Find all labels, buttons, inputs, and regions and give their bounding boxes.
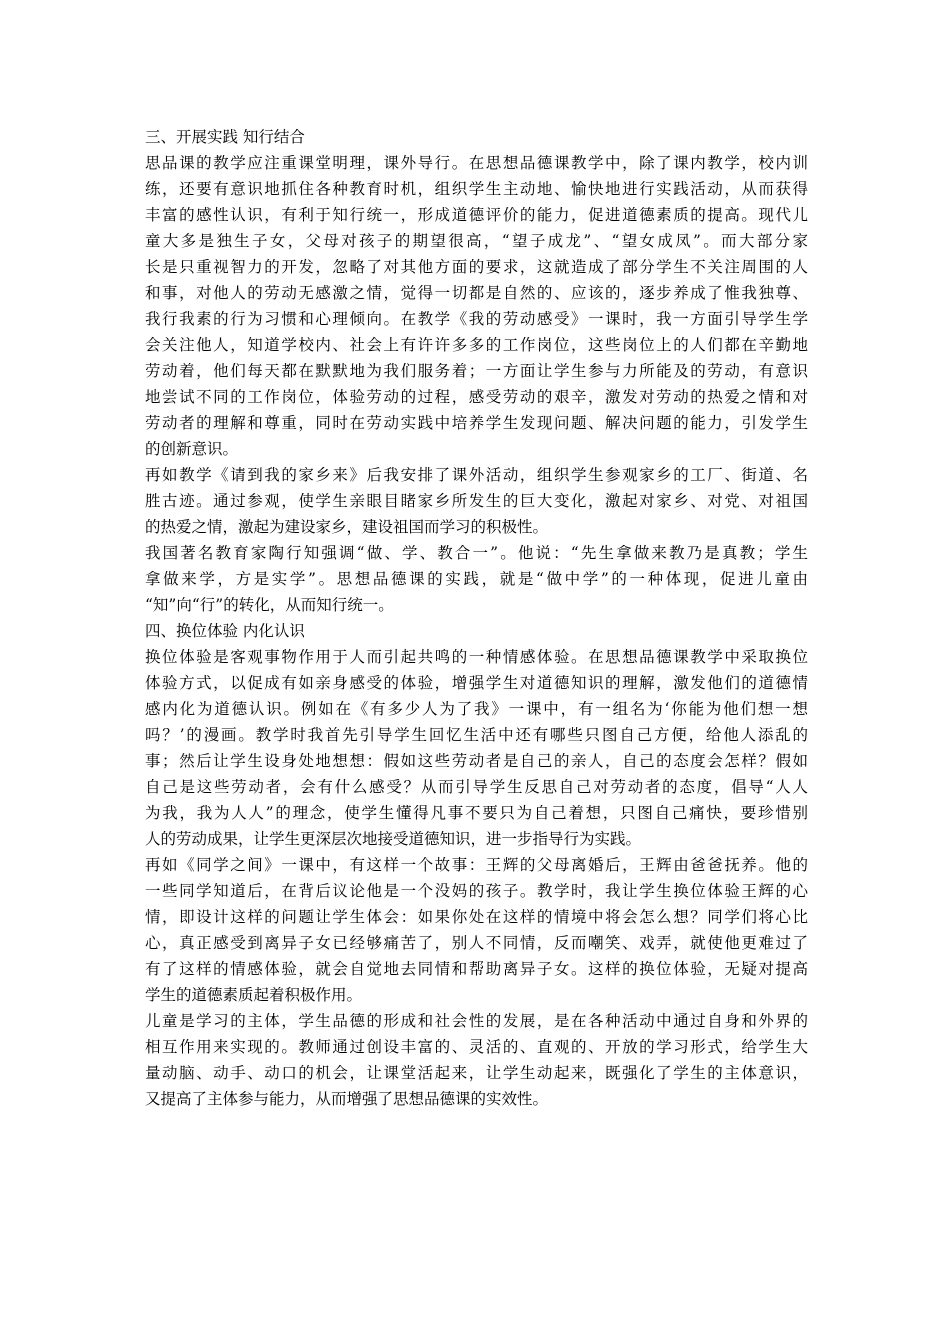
text-line: 四、换位体验 内化认识 (145, 622, 305, 640)
text-line: 长是只重视智力的开发，忽略了对其他方面的要求，这就造成了部分学生不关注周围的人 (145, 258, 808, 276)
text-line: 会关注他人，知道学校内、社会上有许许多多的工作岗位，这些岗位上的人们都在辛勤地 (145, 336, 808, 354)
text-line: 感内化为道德认识。例如在《有多少人为了我》一课中，有一组名为‘你能为他们想一想 (145, 700, 808, 718)
text-line: 再如教学《请到我的家乡来》后我安排了课外活动，组织学生参观家乡的工厂、街道、名 (145, 466, 808, 484)
text-line: 一些同学知道后，在背后议论他是一个没妈的孩子。教学时，我让学生换位体验王辉的心 (145, 882, 808, 900)
text-line: 地尝试不同的工作岗位，体验劳动的过程，感受劳动的艰辛，激发对劳动的热爱之情和对 (145, 388, 808, 406)
text-line: 童大多是独生子女，父母对孩子的期望很高，“望子成龙”、“望女成凤”。而大部分家 (145, 232, 808, 250)
text-line: 量动脑、动手、动口的机会，让课堂活起来，让学生动起来，既强化了学生的主体意识， (145, 1064, 808, 1082)
text-line: 思品课的教学应注重课堂明理，课外导行。在思想品德课教学中，除了课内教学，校内训 (145, 154, 808, 172)
text-line: 相互作用来实现的。教师通过创设丰富的、灵活的、直观的、开放的学习形式，给学生大 (145, 1038, 808, 1056)
text-line: 事；然后让学生设身处地想想：假如这些劳动者是自己的亲人，自己的态度会怎样？假如 (145, 752, 808, 770)
text-line: 胜古迹。通过参观，使学生亲眼目睹家乡所发生的巨大变化，激起对家乡、对党、对祖国 (145, 492, 808, 510)
text-line: 我行我素的行为习惯和心理倾向。在教学《我的劳动感受》一课时，我一方面引导学生学 (145, 310, 808, 328)
text-line: 练，还要有意识地抓住各种教育时机，组织学生主动地、愉快地进行实践活动，从而获得 (145, 180, 808, 198)
text-line: 有了这样的情感体验，就会自觉地去同情和帮助离异子女。这样的换位体验，无疑对提高 (145, 960, 808, 978)
text-line: 丰富的感性认识，有利于知行统一，形成道德评价的能力，促进道德素质的提高。现代儿 (145, 206, 808, 224)
text-line: 学生的道德素质起着积极作用。 (145, 986, 363, 1004)
text-line: 儿童是学习的主体，学生品德的形成和社会性的发展，是在各种活动中通过自身和外界的 (145, 1012, 808, 1030)
text-line: 我国著名教育家陶行知强调“做、学、教合一”。他说：“先生拿做来教乃是真教；学生 (145, 544, 808, 562)
text-line: 自己是这些劳动者，会有什么感受？从而引导学生反思自己对劳动者的态度，倡导“人人 (145, 778, 808, 796)
text-line: 体验方式，以促成有如亲身感受的体验，增强学生对道德知识的理解，激发他们的道德情 (145, 674, 808, 692)
text-line: 劳动着，他们每天都在默默地为我们服务着；一方面让学生参与力所能及的劳动，有意识 (145, 362, 808, 380)
text-line: “知”向“行”的转化，从而知行统一。 (145, 596, 394, 614)
document-body (145, 124, 808, 1112)
text-line: 的热爱之情，激起为建设家乡，建设祖国而学习的积极性。 (145, 518, 549, 536)
text-line: 心，真正感受到离异子女已经够痛苦了，别人不同情，反而嘲笑、戏弄，就使他更难过了 (145, 934, 808, 952)
text-line: 又提高了主体参与能力，从而增强了思想品德课的实效性。 (145, 1090, 549, 1108)
text-line: 人的劳动成果，让学生更深层次地接受道德知识，进一步指导行为实践。 (145, 830, 642, 848)
text-line: 情，即设计这样的问题让学生体会：如果你处在这样的情境中将会怎么想？同学们将心比 (145, 908, 808, 926)
text-line: 吗？’的漫画。教学时我首先引导学生回忆生活中还有哪些只图自己方便，给他人添乱的 (145, 726, 808, 744)
text-line: 的创新意识。 (145, 440, 239, 458)
text-line: 再如《同学之间》一课中，有这样一个故事：王辉的父母离婚后，王辉由爸爸抚养。他的 (145, 856, 808, 874)
text-line: 劳动者的理解和尊重，同时在劳动实践中培养学生发现问题、解决问题的能力，引发学生 (145, 414, 808, 432)
text-line: 换位体验是客观事物作用于人而引起共鸣的一种情感体验。在思想品德课教学中采取换位 (145, 648, 808, 666)
text-line: 和事，对他人的劳动无感激之情，觉得一切都是自然的、应该的，逐步养成了惟我独尊、 (145, 284, 808, 302)
text-line: 三、开展实践 知行结合 (145, 128, 305, 146)
text-line: 为我，我为人人”的理念，使学生懂得凡事不要只为自己着想，只图自己痛快，要珍惜别 (145, 804, 808, 822)
text-line: 拿做来学，方是实学”。思想品德课的实践，就是“做中学”的一种体现，促进儿童由 (145, 570, 808, 588)
